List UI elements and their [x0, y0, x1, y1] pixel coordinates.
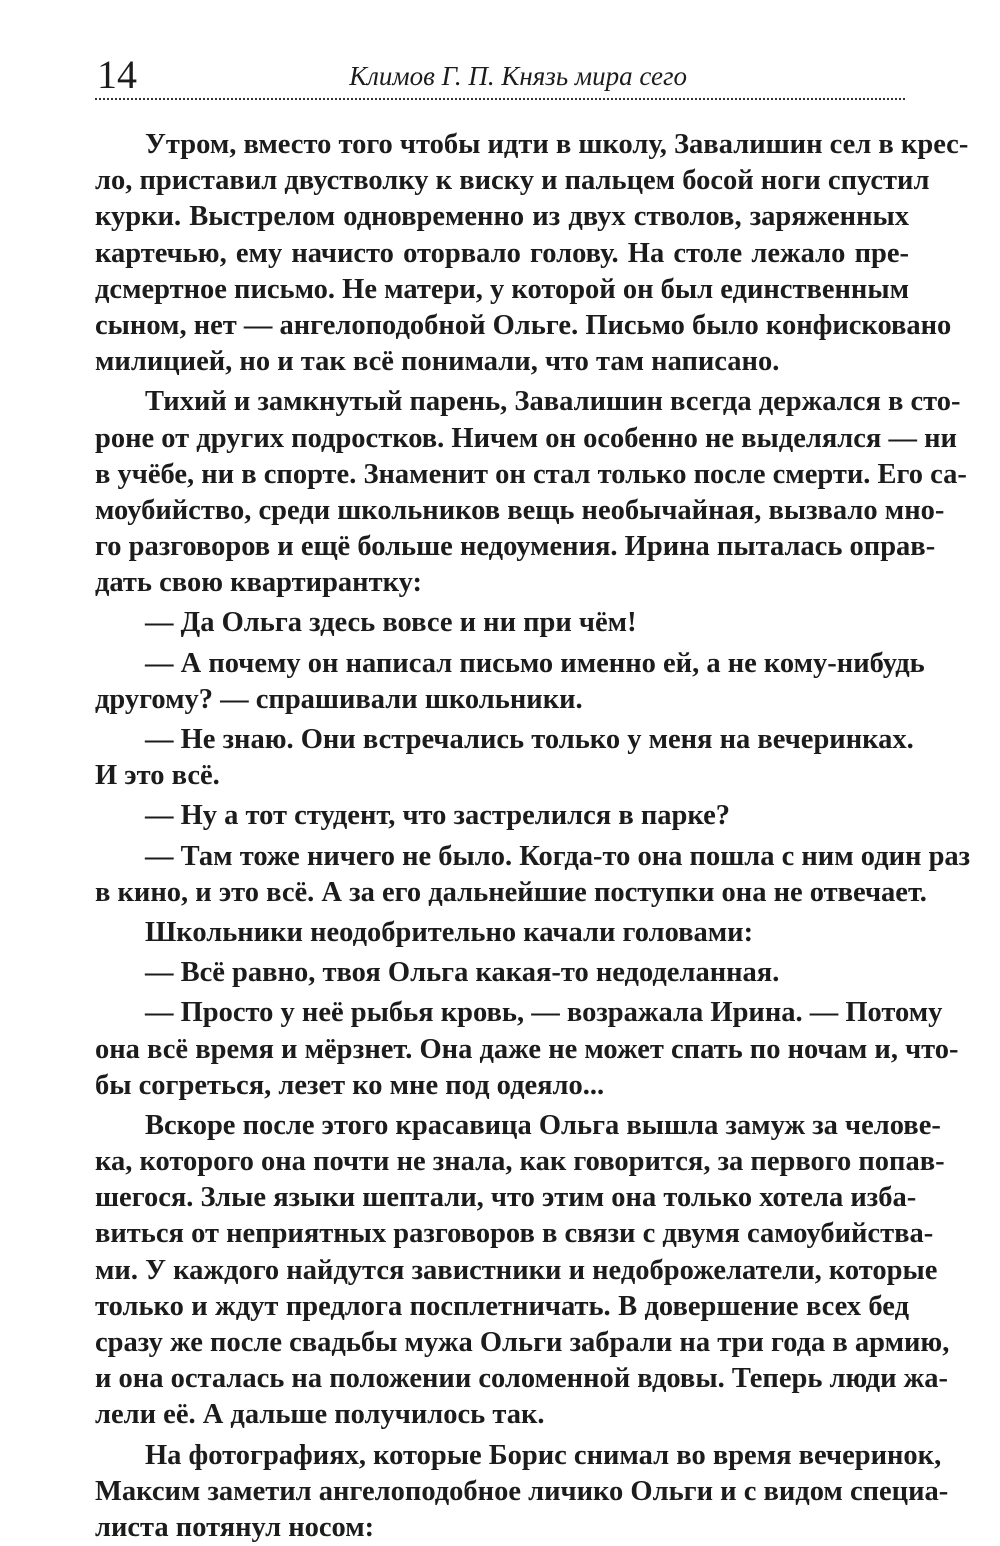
text-line: ло, приставил двустволку к виску и пальцем босой ноги спустил — [95, 165, 930, 197]
paragraph — [95, 955, 909, 991]
text-line: милицией, но и так всё понимали, что там написано. — [95, 346, 780, 378]
page-header — [95, 52, 905, 100]
text-line: ка, которого она почти не знала, как говорится, за первого попав- — [95, 1146, 945, 1178]
text-line: ми. У каждого найдутся завистники и недоброжелатели, которые — [95, 1254, 938, 1286]
paragraph — [95, 839, 971, 911]
text-line: моубийство, среди школьников вещь необычайная, вызвало мно- — [95, 494, 945, 526]
text-line: и она осталась на положении соломенной вдовы. Теперь люди жа- — [95, 1363, 949, 1395]
body-text — [95, 127, 971, 1546]
text-line: она всё время и мёрзнет. Она даже не может спать по ночам и, что- — [95, 1033, 959, 1065]
text-line: Тихий и замкнутый парень, Завалишин всегда держался в сто- — [145, 386, 961, 418]
text-line: шегося. Злые языки шептали, что этим она только хотела изба- — [95, 1182, 917, 1214]
text-line: На фотографиях, которые Борис снимал во время вечеринок, — [145, 1439, 942, 1471]
paragraph — [95, 915, 909, 951]
text-line: сразу же после свадьбы мужа Ольги забрали на три года в армию, — [95, 1327, 950, 1358]
paragraph — [95, 605, 909, 641]
text-line: — А почему он написал письмо именно ей, а не кому-нибудь — [145, 647, 925, 679]
text-line: только и ждут предлога посплетничать. В довершение всех бед — [95, 1290, 909, 1322]
text-line: — Ну а тот студент, что застрелился в парке? — [145, 800, 731, 832]
text-line: Утром, вместо того чтобы идти в школу, Завалишин сел в крес- — [145, 129, 969, 160]
text-line: — Да Ольга здесь вовсе и ни при чём! — [145, 607, 637, 639]
paragraph — [95, 995, 959, 1104]
paragraph — [95, 384, 967, 601]
text-line: в кино, и это всё. А за его дальнейшие поступки она не отвечает. — [95, 876, 927, 908]
text-line: дсмертное письмо. Не матери, у которой он был единственным — [95, 273, 909, 305]
text-line: И это всё. — [95, 760, 220, 792]
paragraph — [95, 1108, 950, 1434]
text-line: — Не знаю. Они встречались только у меня на вечеринках. — [145, 724, 914, 755]
text-line: другому? — спрашивали школьники. — [95, 683, 583, 715]
text-line: курки. Выстрелом одновременно из двух стволов, заряженных — [95, 201, 909, 233]
text-line: виться от неприятных разговоров в связи с двумя самоубийства- — [95, 1218, 934, 1250]
paragraph — [95, 798, 909, 834]
text-line: дать свою квартирантку: — [95, 567, 422, 599]
text-line: Вскоре после этого красавица Ольга вышла замуж за челове- — [145, 1109, 941, 1141]
text-line: лели её. А дальше получилось так. — [95, 1399, 545, 1431]
text-line: — Там тоже ничего не было. Когда-то она пошла с ним один раз — [145, 840, 971, 872]
paragraph — [95, 722, 914, 794]
paragraph — [95, 646, 925, 718]
text-line: Максим заметил ангелоподобное личико Ольги и с видом специа- — [95, 1475, 949, 1507]
text-line: — Просто у неё рыбья кровь, — возражала Ирина. — Потому — [145, 997, 943, 1029]
running-title: Климов Г. П. Князь мира сего — [349, 61, 687, 91]
text-line: картечью, ему начисто оторвало голову. На столе лежало пре- — [95, 237, 909, 269]
text-line: роне от других подростков. Ничем он особенно не выделялся — ни — [95, 422, 957, 454]
text-line: го разговоров и ещё больше недоумения. Ирина пыталась оправ- — [95, 531, 936, 563]
paragraph — [95, 1438, 949, 1546]
page-number: 14 — [97, 52, 137, 97]
text-line: в учёбе, ни в спорте. Знаменит он стал только после смерти. Его са- — [95, 458, 967, 490]
text-line: бы согреться, лезет ко мне под одеяло... — [95, 1069, 605, 1101]
text-line: сыном, нет — ангелоподобной Ольге. Письмо было конфисковано — [95, 309, 952, 341]
paragraph — [95, 127, 969, 380]
text-line: — Всё равно, твоя Ольга какая-то недоделанная. — [145, 957, 780, 989]
text-line: листа потянул носом: — [95, 1511, 375, 1543]
text-line: Школьники неодобрительно качали головами: — [145, 916, 754, 948]
